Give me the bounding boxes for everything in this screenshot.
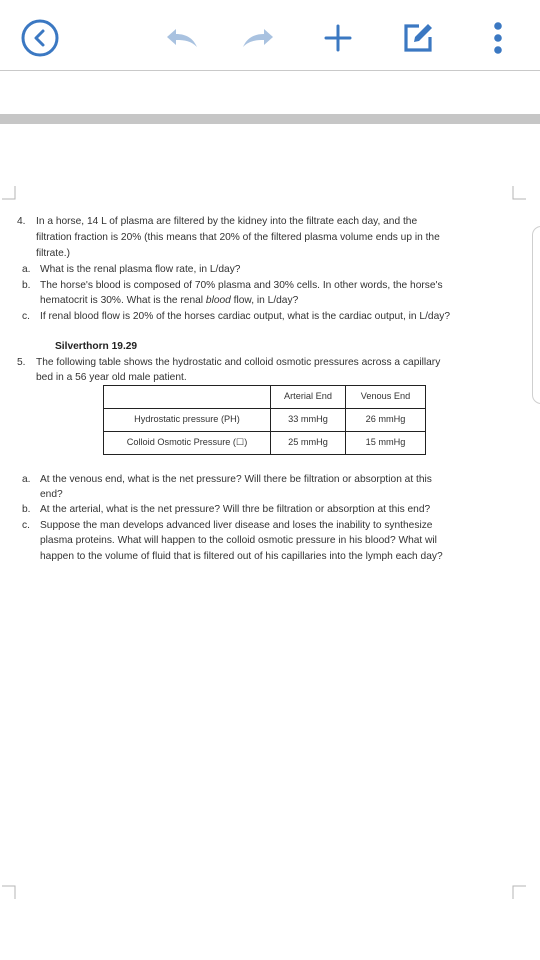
item-text-line: end?	[40, 489, 63, 500]
item-letter: c.	[22, 520, 30, 531]
item-text-line: At the venous end, what is the net pressure? Will there be filtration or absorption at this	[40, 474, 432, 485]
item-letter: c.	[22, 311, 30, 322]
table-header-cell: Venous End	[346, 386, 426, 409]
page-scroll-handle[interactable]	[532, 226, 540, 404]
item-text-line: hematocrit is 30%. What is the renal blood flow, in L/day?	[40, 295, 299, 306]
crop-mark-bottom-left-icon	[2, 885, 16, 899]
table-cell: 15 mmHg	[346, 432, 426, 455]
edit-icon	[400, 20, 436, 56]
back-circle-icon	[20, 18, 60, 58]
question-text-line: bed in a 56 year old male patient.	[36, 372, 187, 383]
question-number: 4.	[17, 216, 26, 227]
item-text-line: If renal blood flow is 20% of the horses cardiac output, what is the cardiac output, in L/day?	[40, 311, 451, 322]
question-text-line: In a horse, 14 L of plasma are filtered by the kidney into the filtrate each day, and the	[36, 216, 418, 227]
table-row	[104, 409, 426, 432]
table-row	[104, 432, 426, 455]
app-toolbar	[0, 0, 540, 72]
table-cell: 25 mmHg	[271, 432, 346, 455]
pressure-table	[103, 385, 426, 455]
table-header-row	[104, 386, 426, 409]
question-number: 5.	[17, 357, 26, 368]
item-letter: a.	[22, 474, 31, 485]
undo-icon	[162, 23, 202, 53]
table-cell: 26 mmHg	[346, 409, 426, 432]
more-vert-icon	[488, 20, 508, 56]
table-cell: Hydrostatic pressure (PH)	[104, 409, 271, 432]
italic-word: blood	[205, 295, 231, 306]
question-text-line: filtrate.)	[36, 248, 70, 259]
item-text-line: happen to the volume of fluid that is filtered out of his capillaries into the lymph each day?	[40, 551, 443, 562]
undo-button[interactable]	[162, 18, 202, 58]
item-text-line: The horse's blood is composed of 70% plasma and 30% cells. In other words, the horse's	[40, 280, 443, 291]
item-text-line: Suppose the man develops advanced liver disease and loses the inability to synthesize	[40, 520, 433, 531]
crop-mark-top-right-icon	[512, 186, 526, 200]
back-button[interactable]	[20, 18, 60, 58]
item-text-line: At the arterial, what is the net pressure? Will thre be filtration or absorption at this end?	[40, 504, 431, 515]
redo-button[interactable]	[238, 18, 278, 58]
table-header-cell: Arterial End	[271, 386, 346, 409]
item-text-line: What is the renal plasma flow rate, in L/day?	[40, 264, 241, 275]
plus-icon	[323, 23, 353, 53]
item-letter: b.	[22, 280, 31, 291]
item-letter: a.	[22, 264, 31, 275]
toolbar-divider	[0, 70, 540, 71]
item-text-line: plasma proteins. What will happen to the colloid osmotic pressure in his blood? What wil	[40, 535, 437, 546]
question-text-line: The following table shows the hydrostatic and colloid osmotic pressures across a capillary	[36, 357, 441, 368]
add-button[interactable]	[318, 18, 358, 58]
section-heading: Silverthorn 19.29	[55, 341, 138, 352]
more-options-button[interactable]	[478, 18, 518, 58]
crop-mark-bottom-right-icon	[512, 885, 526, 899]
crop-mark-top-left-icon	[2, 186, 16, 200]
page-separator-bar	[0, 114, 540, 124]
edit-button[interactable]	[398, 18, 438, 58]
redo-icon	[238, 23, 278, 53]
table-header-cell	[104, 386, 271, 409]
question-text-line: filtration fraction is 20% (this means that 20% of the filtered plasma volume ends up in the	[36, 232, 440, 243]
table-cell: 33 mmHg	[271, 409, 346, 432]
table-cell: Colloid Osmotic Pressure (☐)	[104, 432, 271, 455]
item-letter: b.	[22, 504, 31, 515]
